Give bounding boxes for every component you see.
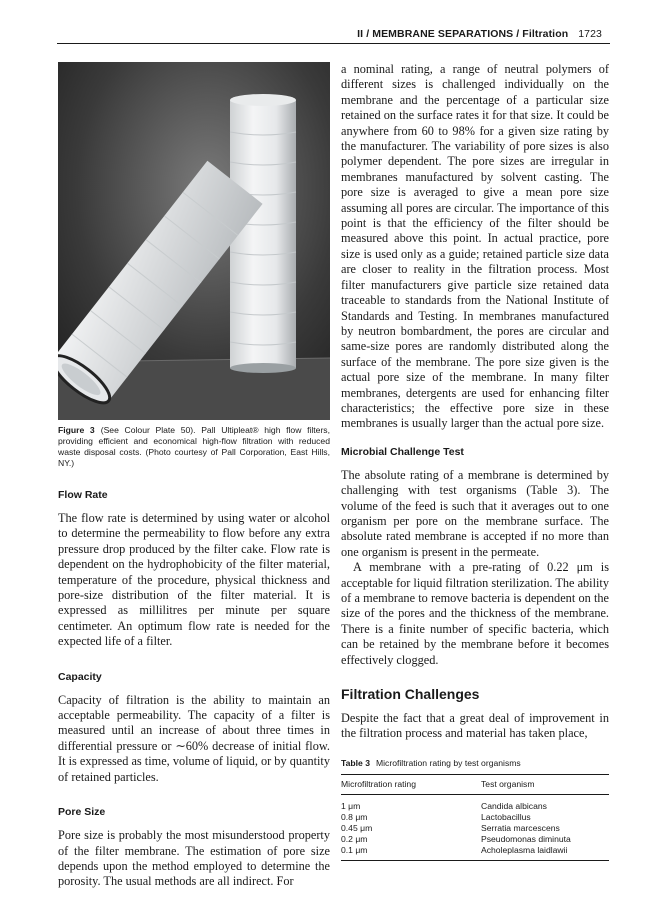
organism-cell: Lactobacillus [481, 811, 531, 822]
rating-cell: 0.1 μm [341, 845, 481, 861]
organism-cell: Pseudomonas diminuta [481, 833, 571, 844]
table-row [341, 823, 609, 834]
filtration-challenges-heading: Filtration Challenges [341, 686, 480, 703]
flow-rate-paragraph: The flow rate is determined by using water or alcohol to determine the permeability to flow before any extra pressure drop produced by the filter cake. Flow rate is dependent on the hydrophobicity of the filter material, temperature of the procedure, physical thickness and pore-size distribution of the filter material. It is expressed as millilitres per minute per square centimeter. An optimum flow rate is needed for the expected life of a filter. [58, 511, 330, 649]
figure-caption-text: (See Colour Plate 50). Pall Ultipleat® high flow filters, providing efficient and economical high-flow filtration with reduced waste disposal costs. (Photo courtesy of Pall Corporation, East Hills, NY.) [58, 425, 330, 468]
figure-caption [58, 425, 330, 469]
filter-photo [58, 62, 330, 420]
table-header-organism: Test organism [481, 774, 609, 794]
figure-label: Figure 3 [58, 425, 95, 435]
microbial-paragraph-1: The absolute rating of a membrane is determined by challenging with test organisms (Table 3). The volume of the feed is such that it averages out to one organism per pore on the membrane surface. The absolute rated membrane is accepted if no more than one organism is present in the permeate. [341, 467, 609, 559]
capacity-heading: Capacity [58, 670, 102, 683]
table-caption [341, 758, 609, 768]
page-number: 1723 [578, 28, 602, 40]
rating-cell: 0.8 μm [341, 811, 368, 822]
microbial-heading: Microbial Challenge Test [341, 445, 464, 458]
header-rule [57, 43, 610, 44]
running-header [357, 28, 602, 40]
table-title: Microfiltration rating by test organisms [375, 757, 521, 768]
table-row [341, 812, 609, 823]
organism-cell: Serratia marcescens [481, 822, 560, 833]
table-row [341, 834, 609, 845]
table-label: Table 3 [341, 757, 370, 768]
flow-rate-heading: Flow Rate [58, 489, 108, 501]
table-row [341, 794, 609, 812]
running-title: II / MEMBRANE SEPARATIONS / Filtration [357, 28, 569, 40]
pore-size-paragraph-continued: a nominal rating, a range of neutral polymers of different sizes is challenged individually on the membrane and the percentage of a particular size retained on the surface rates it for that size. It could be anywhere from 60 to 98% for a given size rating by the manufacturer. The variability of pore sizes is also polymer dependent. The pore sizes are irregular in membranes manufactured by solvent casting. The pore size is averaged to give a mean pore size assuming all pores are circular. The importance of this point is that the efficiency of the filter should be measured above this point. In actual practice, pore size is used only as a guide; retained particle size data are closer to reality in the filtration process. Most filter manufacturers give particle size retained data traceable to standards from the National Institute of Standards and Testing. In membranes manufactured by neutron bombardment, the pores are circular and same-size pores are randomly distributed along the surface of the membrane. The pore size given is the actual pore size of the membrane. In many filter membranes, detergents are used for enhancing filter characteristics; the effective pore size in these membranes is usually larger than the actual pore size. [341, 62, 609, 431]
table-header-rating: Microfiltration rating [341, 774, 481, 794]
right-column [341, 62, 609, 861]
microbial-paragraph-2: A membrane with a pre-rating of 0.22 μm is acceptable for liquid filtration sterilization. The ability of a membrane to remove bacteria is dependent on the size of the pores and the thickness of the membrane. There is a finite number of specific bacteria, which can be retained by the membrane before it becomes effectively clogged. [341, 560, 609, 667]
table-3 [341, 774, 609, 861]
table-row [341, 845, 609, 861]
rating-cell: 1 μm [341, 800, 361, 811]
rating-cell: 0.2 μm [341, 833, 368, 844]
challenges-paragraph: Despite the fact that a great deal of improvement in the filtration process and material has taken place, [341, 711, 609, 741]
pore-size-paragraph: Pore size is probably the most misunderstood property of the filter membrane. The estimation of pore size depends upon the method employed to determine the porosity. The usual methods are all indirect. For [58, 828, 330, 889]
pore-size-heading: Pore Size [58, 806, 106, 819]
organism-cell: Candida albicans [481, 800, 547, 811]
left-column [58, 62, 330, 890]
capacity-paragraph: Capacity of filtration is the ability to maintain an acceptable permeability. The capacity of a filter is measured until an increase of about three times in differential pressure or ∼60% decrease of initial flow. It is expressed as time, volume of liquid, or by quantity of retained particles. [58, 692, 330, 784]
rating-cell: 0.45 μm [341, 822, 373, 833]
organism-cell: Acholeplasma laidlawii [481, 845, 609, 861]
